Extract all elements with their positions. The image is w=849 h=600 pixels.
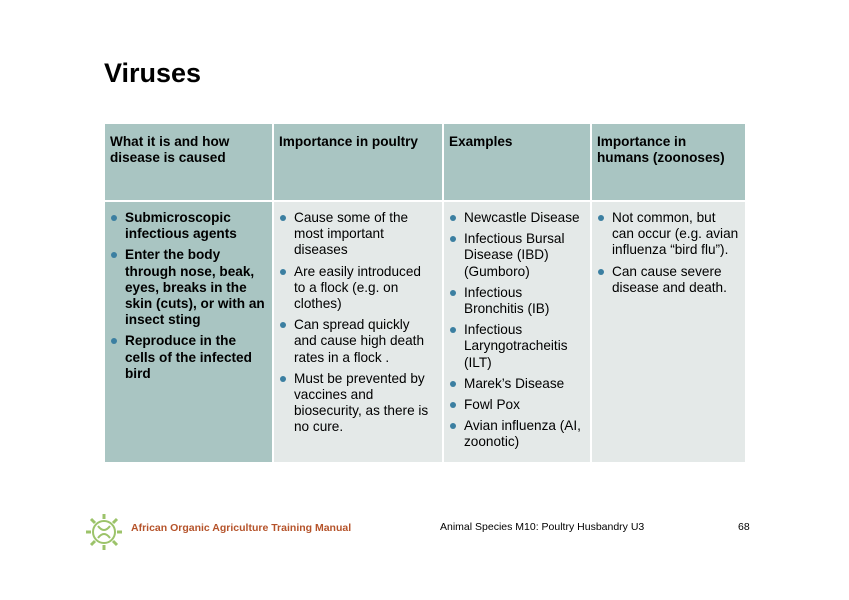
cell-importance-humans [591, 201, 746, 463]
bullet-icon [450, 327, 456, 333]
list-item: Reproduce in the cells of the infected bird [110, 333, 266, 382]
list-item: Fowl Pox [449, 397, 584, 413]
bullet-list [449, 210, 584, 451]
list-item: Marek’s Disease [449, 376, 584, 392]
bullet-list [597, 210, 739, 296]
list-item: Not common, but can occur (e.g. avian influenza “bird flu”). [597, 210, 739, 259]
bullet-icon [450, 290, 456, 296]
list-item: Newcastle Disease [449, 210, 584, 226]
bullet-icon [450, 402, 456, 408]
header-importance-poultry: Importance in poultry [273, 123, 443, 201]
virus-table [103, 122, 747, 464]
list-item: Enter the body through nose, beak, eyes, breaks in the skin (cuts), or with an insect sting [110, 247, 266, 328]
list-item: Submicroscopic infectious agents [110, 210, 266, 242]
bullet-icon [450, 236, 456, 242]
bullet-list [110, 210, 266, 382]
bullet-icon [280, 376, 286, 382]
list-item: Infectious Bronchitis (IB) [449, 285, 584, 317]
page-number: 68 [738, 521, 750, 533]
bullet-icon [111, 252, 117, 258]
list-item: Must be prevented by vaccines and biosecurity, as there is no cure. [279, 371, 436, 436]
footer-manual-name: African Organic Agriculture Training Manual [131, 522, 352, 534]
bullet-icon [280, 322, 286, 328]
list-item: Avian influenza (AI, zoonotic) [449, 418, 584, 450]
list-item: Can cause severe disease and death. [597, 264, 739, 296]
bullet-icon [280, 215, 286, 221]
list-item: Are easily introduced to a flock (e.g. on clothes) [279, 264, 436, 313]
header-importance-humans: Importance in humans (zoonoses) [591, 123, 746, 201]
bullet-icon [598, 269, 604, 275]
bullet-list [279, 210, 436, 436]
list-item: Infectious Laryngotracheitis (ILT) [449, 322, 584, 371]
cell-importance-poultry [273, 201, 443, 463]
list-item: Can spread quickly and cause high death rates in a flock . [279, 317, 436, 366]
header-what-it-is: What it is and how disease is caused [104, 123, 273, 201]
bullet-icon [450, 215, 456, 221]
table-header-row [104, 123, 746, 201]
cell-what-it-is [104, 201, 273, 463]
list-item: Infectious Bursal Disease (IBD) (Gumboro) [449, 231, 584, 280]
bullet-icon [450, 381, 456, 387]
table-row [104, 201, 746, 463]
header-examples: Examples [443, 123, 591, 201]
cell-examples [443, 201, 591, 463]
page-title: Viruses [104, 58, 202, 88]
bullet-icon [280, 269, 286, 275]
bullet-icon [598, 215, 604, 221]
sun-logo-icon [84, 512, 124, 552]
bullet-icon [111, 215, 117, 221]
list-item: Cause some of the most important diseases [279, 210, 436, 259]
footer-module: Animal Species M10: Poultry Husbandry U3 [440, 521, 645, 533]
bullet-icon [450, 423, 456, 429]
bullet-icon [111, 338, 117, 344]
